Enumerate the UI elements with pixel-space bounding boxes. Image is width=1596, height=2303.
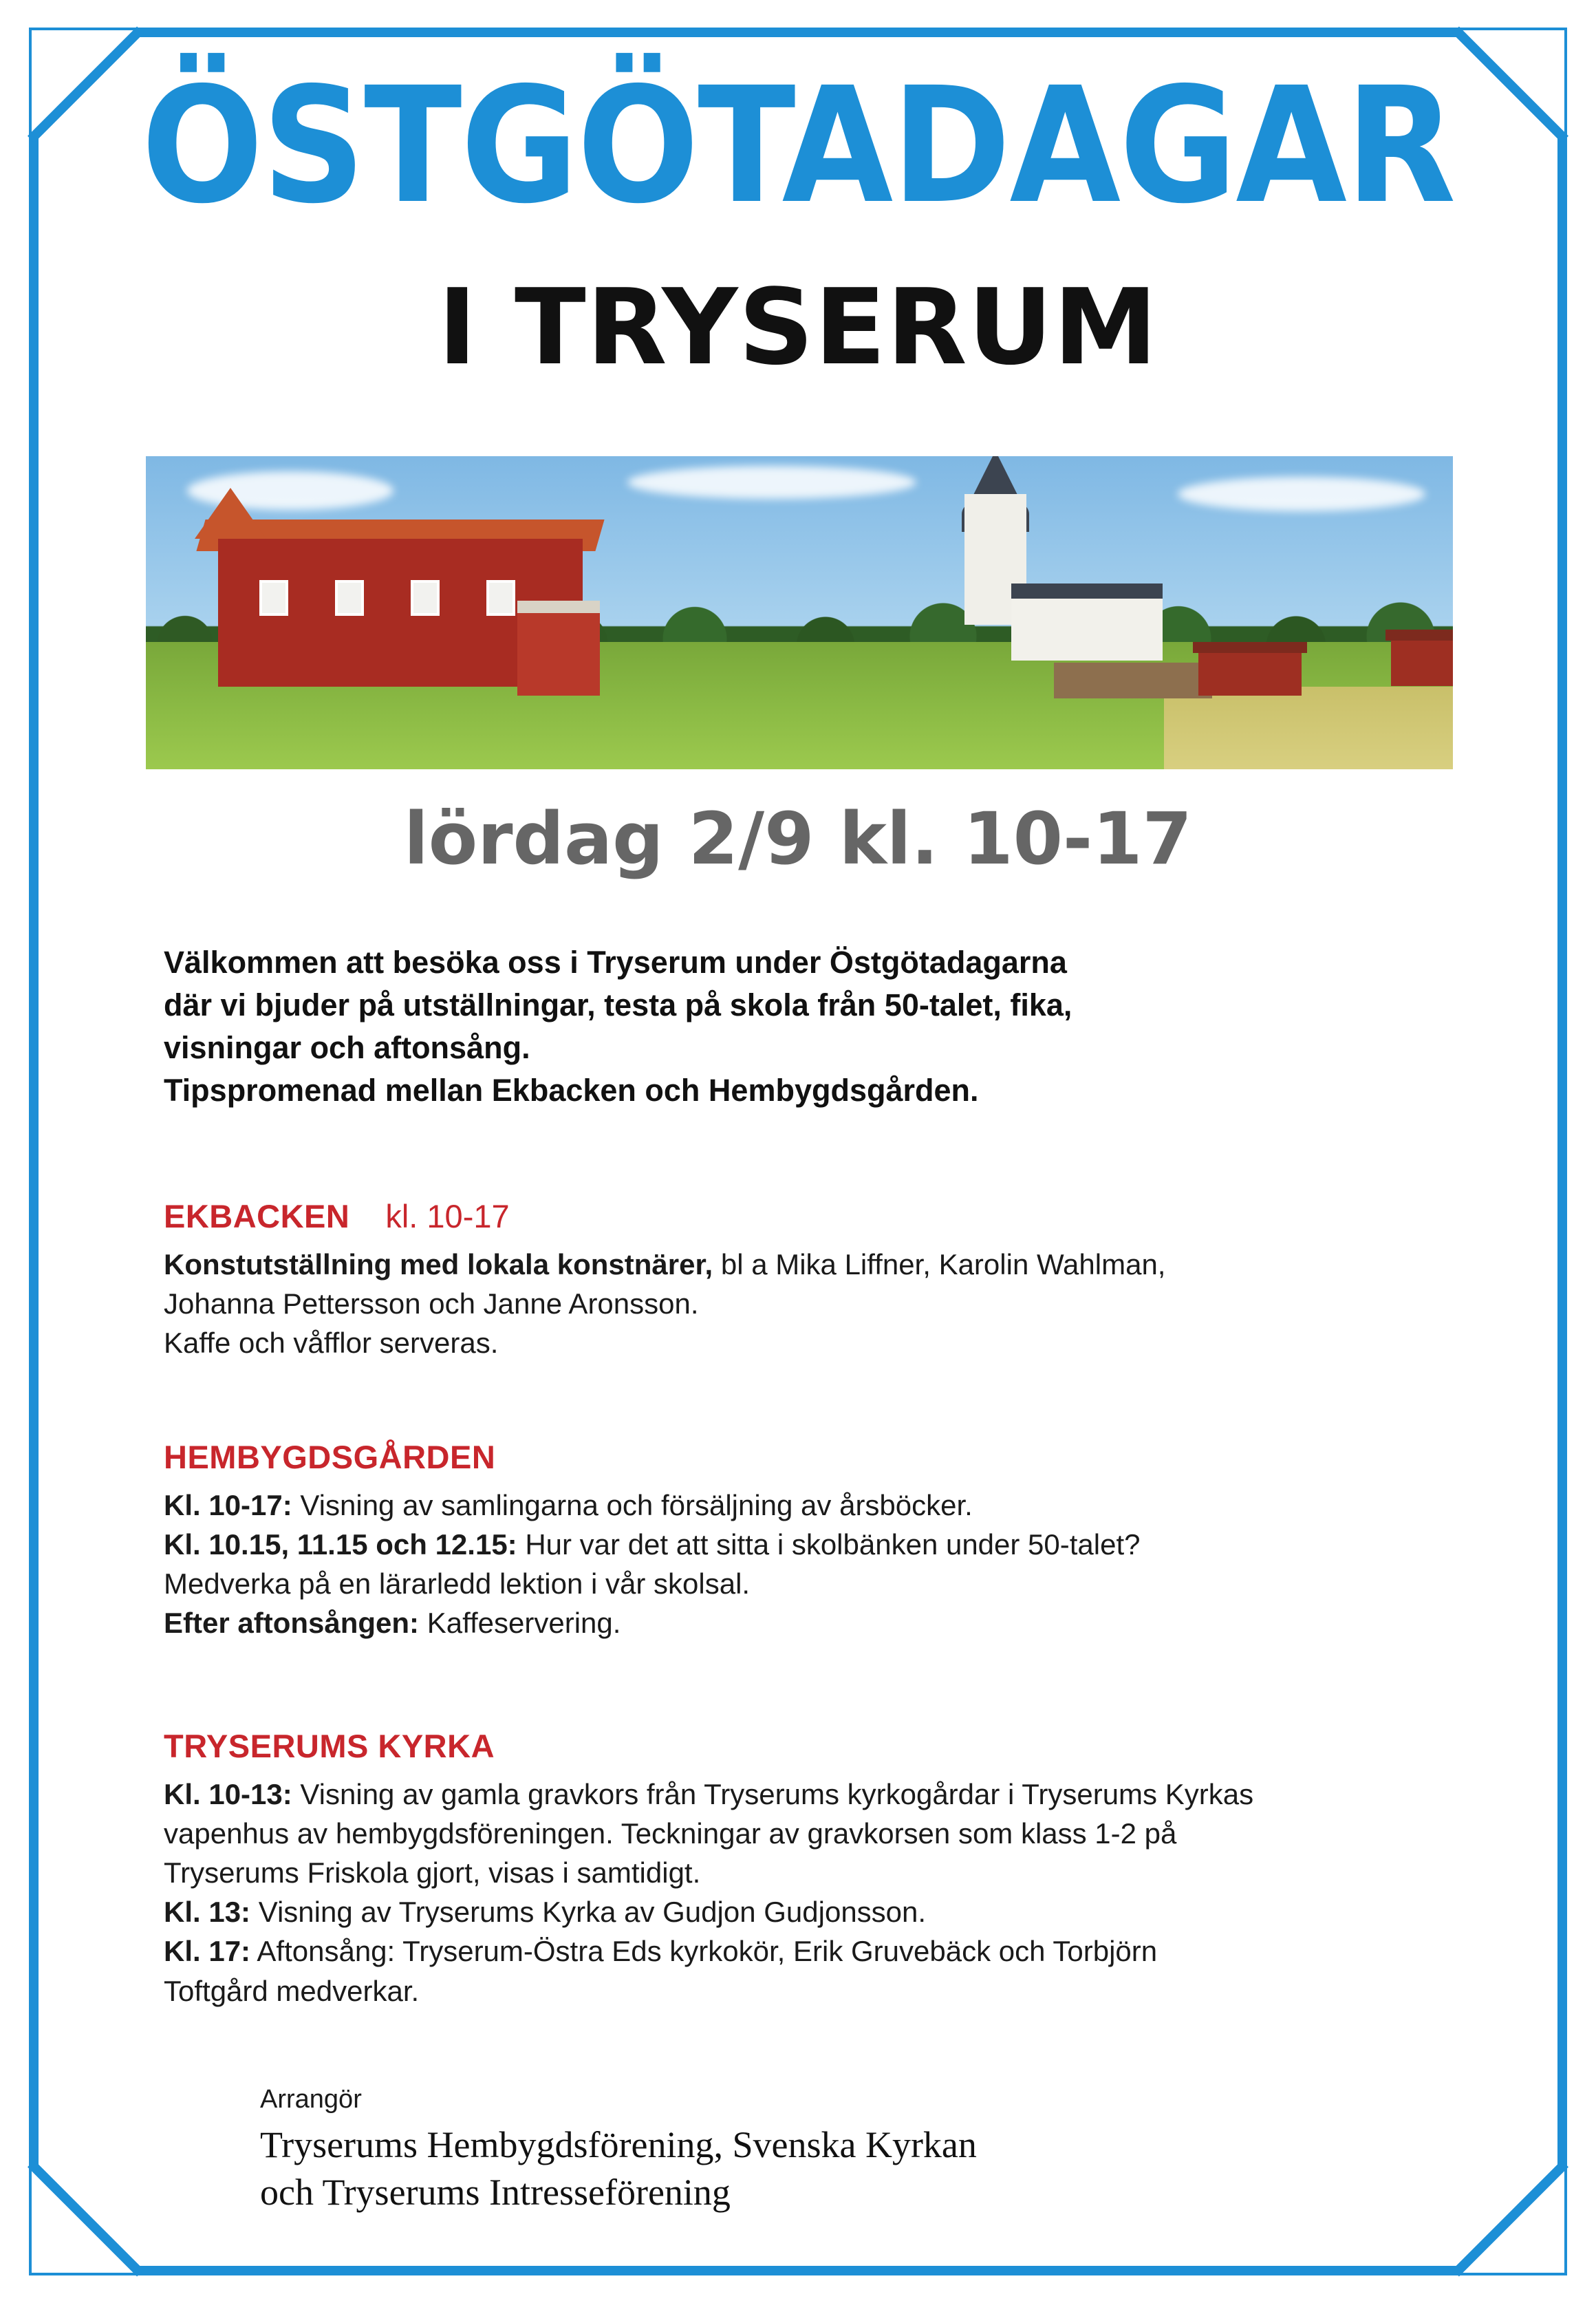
event-date: lördag 2/9 kl. 10-17 bbox=[404, 797, 1192, 881]
arranger-name-line-2: och Tryserums Intresseförening bbox=[260, 2172, 731, 2214]
section-line bbox=[164, 1525, 1457, 1564]
section-line-text: Medverka på en lärarledd lektion i vår skolsal. bbox=[164, 1567, 751, 1600]
section-line-text: Visning av Tryserums Kyrka av Gudjon Gudjonsson. bbox=[250, 1896, 927, 1929]
header-photo bbox=[146, 456, 1453, 769]
section-line bbox=[164, 1775, 1457, 1814]
photo-barn bbox=[1054, 663, 1212, 698]
section-line bbox=[164, 1284, 1457, 1323]
section-heading-time: kl. 10-17 bbox=[385, 1198, 510, 1234]
photo-window bbox=[486, 580, 515, 616]
photo-small-red-house bbox=[1198, 653, 1302, 696]
section-line bbox=[164, 1971, 1457, 2011]
section-body bbox=[164, 1775, 1457, 2011]
section-line-text: Visning av gamla gravkors från Tryserums kyrkogårdar i Tryserums Kyrkas bbox=[292, 1778, 1254, 1810]
section-ekbacken bbox=[164, 1197, 1457, 1362]
intro-line-3: visningar och aftonsång. bbox=[164, 1030, 530, 1066]
section-line-text: Johanna Pettersson och Janne Aronsson. bbox=[164, 1287, 699, 1320]
photo-cloud bbox=[627, 466, 916, 499]
section-line-bold: Efter aftonsången: bbox=[164, 1607, 420, 1640]
section-heading-label: HEMBYGDSGÅRDEN bbox=[164, 1439, 496, 1475]
section-line-text: bl a Mika Liffner, Karolin Wahlman, bbox=[713, 1248, 1166, 1281]
section-line bbox=[164, 1814, 1457, 1853]
section-heading bbox=[164, 1197, 1457, 1235]
poster-title-sub: I TRYSERUM bbox=[438, 266, 1158, 388]
section-line bbox=[164, 1486, 1457, 1525]
section-line-text: Kaffeservering. bbox=[419, 1607, 621, 1640]
intro-text bbox=[164, 941, 1436, 1112]
photo-small-red-house bbox=[1391, 641, 1453, 686]
arranger-label: Arrangör bbox=[260, 2085, 362, 2114]
section-line bbox=[164, 1245, 1457, 1284]
section-line bbox=[164, 1853, 1457, 1892]
intro-line-1: Välkommen att besöka oss i Tryserum under Östgötadagarna bbox=[164, 945, 1067, 980]
section-line-bold: Kl. 10.15, 11.15 och 12.15: bbox=[164, 1528, 517, 1561]
section-line-bold: Kl. 13: bbox=[164, 1896, 251, 1929]
section-line-text: vapenhus av hembygdsföreningen. Teckningar av gravkorsen som klass 1-2 på bbox=[164, 1817, 1177, 1850]
section-line-bold: Kl. 10-13: bbox=[164, 1778, 292, 1810]
section-line-bold: Konstutställning med lokala konstnärer, bbox=[164, 1248, 713, 1281]
photo-church-body bbox=[1011, 583, 1163, 661]
section-line bbox=[164, 1564, 1457, 1603]
section-line-bold: Kl. 10-17: bbox=[164, 1489, 292, 1521]
photo-window bbox=[259, 580, 288, 616]
section-line-bold: Kl. 17: bbox=[164, 1935, 251, 1968]
section-line bbox=[164, 1323, 1457, 1362]
photo-field-right bbox=[1164, 687, 1453, 769]
section-heading-label: EKBACKEN bbox=[164, 1198, 350, 1234]
section-line-text: Hur var det att sitta i skolbänken under 50-talet? bbox=[517, 1528, 1141, 1561]
section-line-text: Aftonsång: Tryserum-Östra Eds kyrkokör, Erik Gruvebäck och Torbjörn bbox=[250, 1935, 1158, 1968]
section-line-text: Kaffe och våfflor serveras. bbox=[164, 1327, 499, 1360]
photo-window bbox=[335, 580, 364, 616]
section-body bbox=[164, 1486, 1457, 1642]
section-line bbox=[164, 1603, 1457, 1642]
section-line-text: Tryserums Friskola gjort, visas i samtidigt. bbox=[164, 1856, 701, 1889]
section-line-text: Toftgård medverkar. bbox=[164, 1974, 420, 2007]
photo-cloud bbox=[1178, 477, 1425, 511]
arranger-name-line-1: Tryserums Hembygdsförening, Svenska Kyrkan bbox=[260, 2124, 977, 2165]
section-heading bbox=[164, 1727, 1457, 1765]
intro-line-2: där vi bjuder på utställningar, testa på skola från 50-talet, fika, bbox=[164, 987, 1072, 1023]
intro-line-4: Tipspromenad mellan Ekbacken och Hembygdsgården. bbox=[164, 1073, 979, 1108]
section-tryserums-kyrka bbox=[164, 1727, 1457, 2011]
section-line bbox=[164, 1892, 1457, 1931]
photo-porch bbox=[517, 601, 600, 696]
section-heading bbox=[164, 1438, 1457, 1476]
section-hembygdsgarden bbox=[164, 1438, 1457, 1642]
photo-window bbox=[411, 580, 440, 616]
poster-title-main: ÖSTGÖTADAGAR bbox=[141, 53, 1455, 239]
section-line bbox=[164, 1931, 1457, 1971]
section-line-text: Visning av samlingarna och försäljning av årsböcker. bbox=[292, 1489, 973, 1521]
section-body bbox=[164, 1245, 1457, 1362]
arranger-block bbox=[260, 2085, 1430, 2216]
section-heading-label: TRYSERUMS KYRKA bbox=[164, 1728, 495, 1764]
